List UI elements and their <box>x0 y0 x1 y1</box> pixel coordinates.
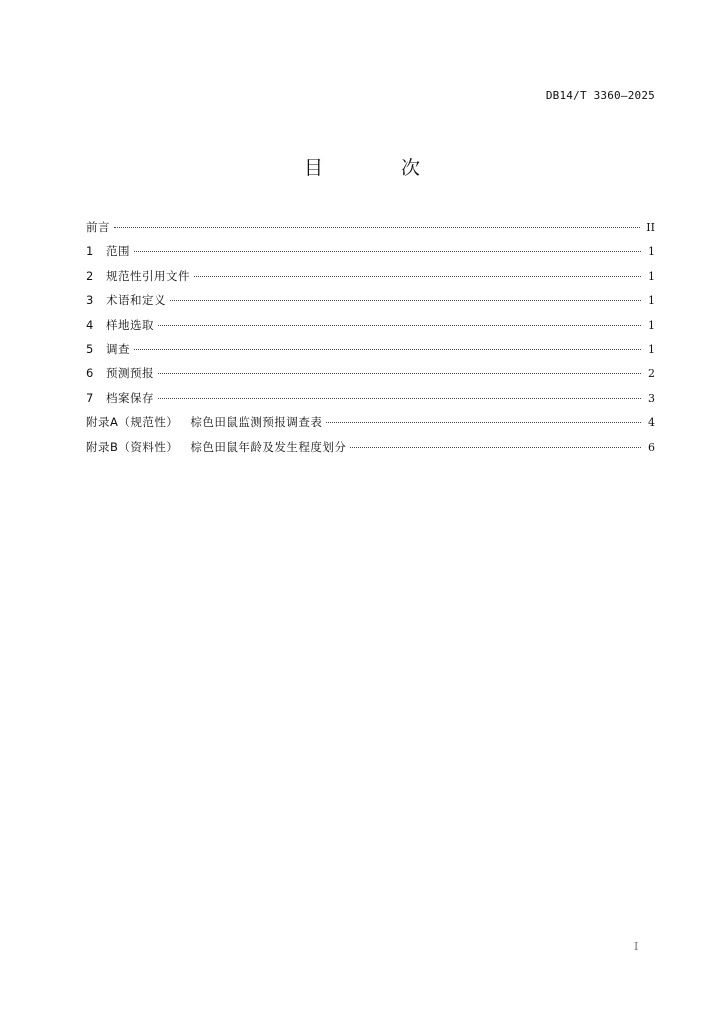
toc-entry-survey[interactable] <box>86 341 655 365</box>
toc-entry-label: 前言 <box>86 220 110 234</box>
toc-entry-page: 3 <box>648 391 655 405</box>
toc-entry-label: 棕色田鼠年龄及发生程度划分 <box>190 439 347 454</box>
toc-entry-plot-selection[interactable] <box>86 317 655 341</box>
toc-entry-number: 5 <box>86 341 94 356</box>
dot-leader <box>326 422 641 423</box>
dot-leader <box>134 251 641 252</box>
toc-entry-number: 3 <box>86 293 94 308</box>
toc-entry-forecast[interactable] <box>86 365 655 389</box>
toc-entry-label: 范围 <box>106 244 130 259</box>
toc-entry-normative-references[interactable] <box>86 268 655 292</box>
page-title: 目 次 <box>303 157 457 179</box>
dot-leader <box>158 398 641 399</box>
document-code: DB14/T 3360—2025 <box>545 89 655 102</box>
dot-leader <box>158 373 641 374</box>
toc-entry-page: 1 <box>648 245 655 259</box>
toc-entry-page: 4 <box>648 416 655 430</box>
toc-entry-page: II <box>646 221 655 234</box>
toc-entry-number: 7 <box>86 390 94 405</box>
toc-entry-page: 6 <box>648 440 655 454</box>
toc-entry-page: 1 <box>648 342 655 356</box>
toc-entry-number: 1 <box>86 244 94 259</box>
toc-entry-label: 调查 <box>106 341 130 356</box>
dot-leader <box>158 325 641 326</box>
toc-entry-preface[interactable] <box>86 219 655 243</box>
toc-entry-label: 预测预报 <box>106 366 154 381</box>
dot-leader <box>134 349 641 350</box>
toc-annex-type: 附录B（资料性） <box>86 439 179 454</box>
toc-entry-terms-definitions[interactable] <box>86 292 655 316</box>
footer-page-number: I <box>634 940 639 953</box>
dot-leader <box>114 227 640 228</box>
toc-entry-scope[interactable] <box>86 243 655 267</box>
toc-entry-number: 6 <box>86 366 94 381</box>
table-of-contents <box>86 219 655 463</box>
toc-entry-page: 1 <box>648 294 655 308</box>
toc-entry-page: 2 <box>648 367 655 381</box>
dot-leader <box>170 300 641 301</box>
toc-entry-label: 棕色田鼠监测预报调查表 <box>190 415 323 430</box>
toc-annex-type: 附录A（规范性） <box>86 415 179 430</box>
toc-entry-annex-b[interactable] <box>86 439 655 463</box>
toc-entry-number: 4 <box>86 317 94 332</box>
toc-entry-label: 档案保存 <box>106 390 154 405</box>
toc-entry-label: 术语和定义 <box>106 293 166 308</box>
toc-entry-label: 规范性引用文件 <box>106 268 190 283</box>
toc-entry-archive[interactable] <box>86 390 655 414</box>
dot-leader <box>350 447 641 448</box>
toc-entry-label: 样地选取 <box>106 317 154 332</box>
toc-entry-number: 2 <box>86 268 94 283</box>
toc-entry-page: 1 <box>648 269 655 283</box>
toc-entry-page: 1 <box>648 318 655 332</box>
toc-entry-annex-a[interactable] <box>86 414 655 438</box>
dot-leader <box>194 276 641 277</box>
